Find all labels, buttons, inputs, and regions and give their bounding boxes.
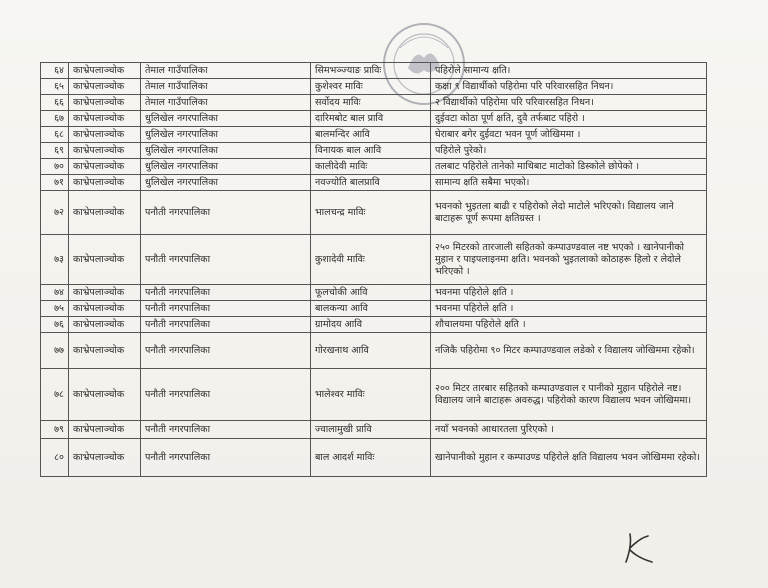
damage-description-cell: सामान्य क्षति सबैमा भएको। [431, 175, 707, 191]
district-cell: काभ्रेपलाञ्चोक [69, 143, 141, 159]
district-cell: काभ्रेपलाञ्चोक [69, 127, 141, 143]
district-cell: काभ्रेपलाञ्चोक [69, 285, 141, 301]
damage-description-cell: पहिरोले सामान्य क्षति। [431, 63, 707, 79]
local-level-cell: पनौती नगरपालिका [141, 333, 311, 369]
district-cell: काभ्रेपलाञ्चोक [69, 421, 141, 439]
district-cell: काभ्रेपलाञ्चोक [69, 191, 141, 235]
damage-description-cell: कक्षा ९ विद्यार्थीको पहिरोमा परि परिवारसहित निधन। [431, 79, 707, 95]
school-name-cell: दारिमबोट बाल प्रावि [311, 111, 431, 127]
school-name-cell: भालचन्द्र माविः [311, 191, 431, 235]
table-row [41, 175, 707, 191]
table-row [41, 317, 707, 333]
district-cell: काभ्रेपलाञ्चोक [69, 159, 141, 175]
school-name-cell: सिमभञ्ज्याङ प्राविः [311, 63, 431, 79]
table-row [41, 63, 707, 79]
damage-description-cell: पहिरोले पुरेको। [431, 143, 707, 159]
local-level-cell: धुलिखेल नगरपालिका [141, 175, 311, 191]
local-level-cell: धुलिखेल नगरपालिका [141, 159, 311, 175]
local-level-cell: पनौती नगरपालिका [141, 285, 311, 301]
table-row [41, 439, 707, 477]
school-damage-table [40, 62, 707, 477]
local-level-cell: तेमाल गाउँपालिका [141, 63, 311, 79]
local-level-cell: धुलिखेल नगरपालिका [141, 143, 311, 159]
school-name-cell: बालमन्दिर आवि [311, 127, 431, 143]
row-number: ६९ [41, 143, 69, 159]
table-row [41, 235, 707, 285]
school-name-cell: नवज्योति बालप्रावि [311, 175, 431, 191]
damage-description-cell: खानेपानीको मुहान र कम्पाउण्ड पहिरोले क्षति विद्यालय भवन जोखिममा रहेको। [431, 439, 707, 477]
damage-description-cell: शौचालयमा पहिरोले क्षति । [431, 317, 707, 333]
row-number: ७२ [41, 191, 69, 235]
local-level-cell: धुलिखेल नगरपालिका [141, 111, 311, 127]
row-number: ८० [41, 439, 69, 477]
damage-description-cell: भवनको भुइतला बाढी र पहिरोको लेदो माटोले भरिएको। विद्यालय जाने बाटाहरू पूर्ण रूपमा क्षतिग्रस्त । [431, 191, 707, 235]
row-number: ७७ [41, 333, 69, 369]
table-row [41, 79, 707, 95]
row-number: ६७ [41, 111, 69, 127]
local-level-cell: पनौती नगरपालिका [141, 317, 311, 333]
table-row [41, 95, 707, 111]
local-level-cell: तेमाल गाउँपालिका [141, 79, 311, 95]
school-name-cell: ग्रामोदय आवि [311, 317, 431, 333]
district-cell: काभ्रेपलाञ्चोक [69, 439, 141, 477]
row-number: ७१ [41, 175, 69, 191]
damage-description-cell: भवनमा पहिरोले क्षति । [431, 301, 707, 317]
damage-description-cell: भवनमा पहिरोले क्षति । [431, 285, 707, 301]
damage-description-cell: २०० मिटर तारबार सहितको कम्पाउण्डवाल र पानीको मुहान पहिरोले नष्ट। विद्यालय जाने बाटाहरू अवरुद्ध। पहिरोको कारण विद्यालय भवन जोखिममा। [431, 369, 707, 421]
row-number: ७८ [41, 369, 69, 421]
damage-description-cell: दुईवटा कोठा पूर्ण क्षति, दुवै तर्फबाट पहिरो । [431, 111, 707, 127]
row-number: ६८ [41, 127, 69, 143]
district-cell: काभ्रेपलाञ्चोक [69, 301, 141, 317]
table-row [41, 333, 707, 369]
damage-description-cell: नजिकै पहिरोमा ९० मिटर कम्पाउण्डवाल लडेको र विद्यालय जोखिममा रहेको। [431, 333, 707, 369]
table-row [41, 143, 707, 159]
school-name-cell: विनायक बाल आवि [311, 143, 431, 159]
damage-description-cell: तलबाट पहिरोले तानेको माथिबाट माटोको डिस्कोले छोपेको । [431, 159, 707, 175]
school-name-cell: कुशादेवी माविः [311, 235, 431, 285]
school-name-cell: कुशेश्वर माविः [311, 79, 431, 95]
school-name-cell: बाल आदर्श माविः [311, 439, 431, 477]
local-level-cell: धुलिखेल नगरपालिका [141, 127, 311, 143]
local-level-cell: पनौती नगरपालिका [141, 421, 311, 439]
handwritten-signature [618, 528, 658, 568]
table-row [41, 285, 707, 301]
school-name-cell: भालेश्वर माविः [311, 369, 431, 421]
damage-description-cell: नयाँ भवनको आधारतला पुरिएको । [431, 421, 707, 439]
school-name-cell: कालीदेवी माविः [311, 159, 431, 175]
district-cell: काभ्रेपलाञ्चोक [69, 369, 141, 421]
local-level-cell: पनौती नगरपालिका [141, 191, 311, 235]
school-name-cell: सर्वोदय माविः [311, 95, 431, 111]
damage-description-cell: घेराबार बगेर दुईवटा भवन पूर्ण जोखिममा । [431, 127, 707, 143]
row-number: ७० [41, 159, 69, 175]
row-number: ६५ [41, 79, 69, 95]
district-cell: काभ्रेपलाञ्चोक [69, 63, 141, 79]
district-cell: काभ्रेपलाञ्चोक [69, 95, 141, 111]
row-number: ७३ [41, 235, 69, 285]
table-row [41, 191, 707, 235]
table-row [41, 127, 707, 143]
school-name-cell: गोरखनाथ आवि [311, 333, 431, 369]
table-row [41, 159, 707, 175]
row-number: ७४ [41, 285, 69, 301]
damage-description-cell: २५० मिटरको तारजाली सहितको कम्पाउण्डवाल नष्ट भएको । खानेपानीको मुहान र पाइपलाइनमा क्षति। भवनको भुइतलाको कोठाहरू हिलो र लेदोले भरिएको । [431, 235, 707, 285]
row-number: ६६ [41, 95, 69, 111]
local-level-cell: पनौती नगरपालिका [141, 301, 311, 317]
local-level-cell: पनौती नगरपालिका [141, 235, 311, 285]
district-cell: काभ्रेपलाञ्चोक [69, 79, 141, 95]
row-number: ६४ [41, 63, 69, 79]
school-name-cell: बालकन्या आवि [311, 301, 431, 317]
table-row [41, 301, 707, 317]
table-row [41, 111, 707, 127]
local-level-cell: पनौती नगरपालिका [141, 369, 311, 421]
row-number: ७६ [41, 317, 69, 333]
school-name-cell: फूलचोकी आवि [311, 285, 431, 301]
school-name-cell: ज्वालामुखी प्रावि [311, 421, 431, 439]
row-number: ७५ [41, 301, 69, 317]
damage-description-cell: २ विद्यार्थीको पहिरोमा परि परिवारसहित निधन। [431, 95, 707, 111]
row-number: ७९ [41, 421, 69, 439]
local-level-cell: पनौती नगरपालिका [141, 439, 311, 477]
district-cell: काभ्रेपलाञ्चोक [69, 111, 141, 127]
district-cell: काभ्रेपलाञ्चोक [69, 235, 141, 285]
district-cell: काभ्रेपलाञ्चोक [69, 175, 141, 191]
district-cell: काभ्रेपलाञ्चोक [69, 333, 141, 369]
table-row [41, 369, 707, 421]
table-row [41, 421, 707, 439]
district-cell: काभ्रेपलाञ्चोक [69, 317, 141, 333]
local-level-cell: तेमाल गाउँपालिका [141, 95, 311, 111]
